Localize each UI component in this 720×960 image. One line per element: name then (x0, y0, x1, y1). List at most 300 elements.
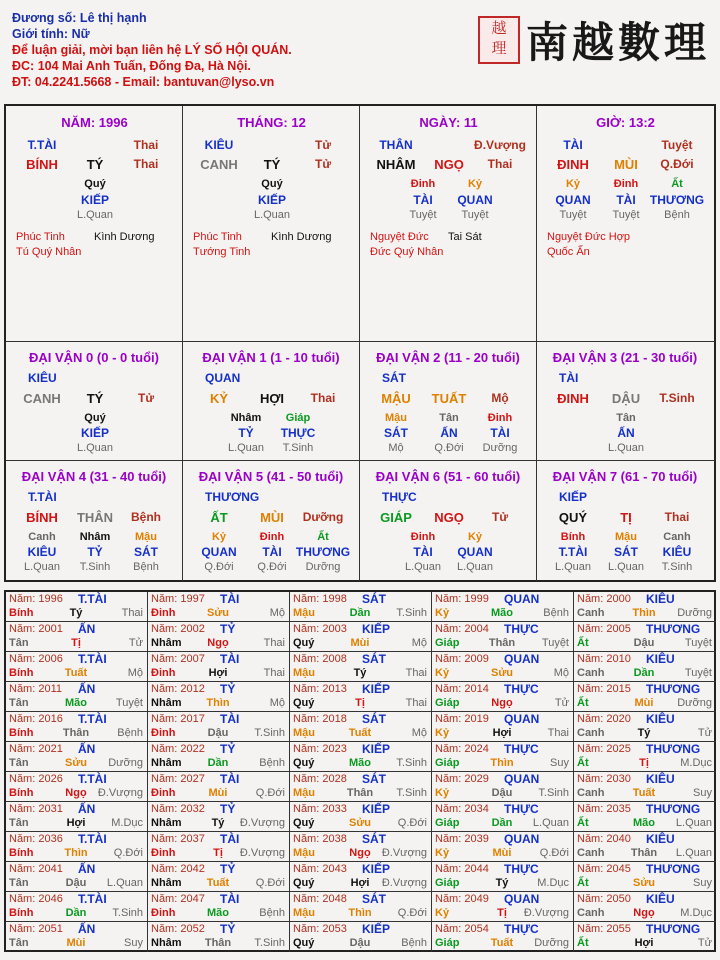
year-label: Năm: 2025 (577, 743, 631, 755)
luck-pillar-title: ĐẠI VẬN 4 (31 - 40 tuổi) (21, 469, 167, 484)
hidden-stem: Nhâm (79, 531, 111, 543)
year-god: ẤN (78, 742, 96, 756)
luck-state: Bệnh (131, 510, 161, 524)
hidden-state: Dưỡng (482, 442, 518, 454)
luck-pillar-title: ĐẠI VẬN 0 (0 - 0 tuổi) (28, 350, 160, 365)
year-god: THỰC (504, 922, 539, 936)
year-stem: Mậu (293, 727, 315, 739)
year-label: Năm: 2013 (293, 683, 347, 695)
header (12, 10, 492, 90)
hidden-state: Tuyệt (461, 209, 489, 221)
year-stem: Mậu (293, 667, 315, 679)
year-cell (6, 712, 148, 742)
year-cell (290, 682, 432, 712)
luck-god: THƯƠNG (205, 490, 260, 504)
year-stem: Bính (9, 667, 34, 679)
pillar-stem: NHÂM (376, 157, 416, 172)
year-label: Năm: 2049 (435, 893, 489, 905)
hidden-state: L.Quan (227, 442, 265, 454)
year-god: KIẾP (362, 682, 391, 696)
hidden-stem: Quý (84, 412, 106, 424)
year-stem: Kỷ (435, 607, 450, 619)
hidden-stem: Kỷ (565, 178, 581, 190)
pillar-branch: NGỌ (434, 157, 464, 172)
year-label: Năm: 2034 (435, 803, 489, 815)
hidden-god: QUAN (555, 193, 591, 207)
year-god: KIÊU (646, 832, 675, 846)
year-label: Năm: 2001 (9, 623, 63, 635)
year-state: Tử (697, 727, 712, 739)
year-state: Suy (693, 787, 712, 799)
year-stem: Quý (293, 697, 315, 709)
year-god: SÁT (362, 652, 386, 666)
hidden-state: L.Quan (554, 561, 592, 573)
year-state: Thai (405, 667, 427, 679)
hidden-stem: Nhâm (230, 412, 262, 424)
year-label: Năm: 2026 (9, 773, 63, 785)
year-state: T.Sinh (112, 907, 143, 919)
year-stem: Kỷ (435, 907, 450, 919)
year-state: Mộ (411, 727, 427, 739)
year-label: Năm: 2051 (9, 923, 63, 935)
year-stem: Quý (293, 937, 315, 949)
pillar-state: Q.Đới (660, 157, 694, 171)
year-label: Năm: 2052 (151, 923, 205, 935)
year-cell (574, 682, 716, 712)
year-god: SÁT (362, 592, 386, 606)
pillar-title: GIỜ: 13:2 (596, 115, 655, 130)
year-state: Q.Đới (397, 907, 427, 919)
year-label: Năm: 2039 (435, 833, 489, 845)
year-god: ẤN (78, 682, 96, 696)
year-stem: Quý (293, 877, 315, 889)
star-bad: Kình Dương (271, 231, 332, 243)
year-label: Năm: 2016 (9, 713, 63, 725)
star-good: Phúc Tinh (16, 231, 65, 243)
year-label: Năm: 2055 (577, 923, 631, 935)
pillar-cell (6, 106, 183, 342)
year-state: Mộ (269, 607, 285, 619)
year-label: Năm: 2002 (151, 623, 205, 635)
year-state: Tử (128, 637, 143, 649)
year-god: KIẾP (362, 742, 391, 756)
year-god: KIÊU (646, 712, 675, 726)
year-label: Năm: 2044 (435, 863, 489, 875)
pillar-cell (360, 106, 537, 342)
year-state: Suy (550, 757, 569, 769)
star-good: Phúc Tinh (193, 231, 242, 243)
year-label: Năm: 1996 (9, 593, 63, 605)
year-cell (432, 622, 574, 652)
luck-branch: TUẤT (431, 391, 467, 406)
year-stem: Canh (577, 667, 605, 679)
year-branch: Mùi (492, 847, 512, 859)
contact-address: ĐC: 104 Mai Anh Tuấn, Đống Đa, Hà Nội. (12, 59, 251, 73)
year-label: Năm: 1998 (293, 593, 347, 605)
hidden-stem: Mậu (615, 531, 637, 543)
year-state: Đ.Vượng (523, 907, 569, 919)
year-god: QUAN (504, 892, 540, 906)
year-stem: Tân (9, 877, 29, 889)
year-label: Năm: 2000 (577, 593, 631, 605)
year-state: Tử (554, 697, 569, 709)
year-cell (574, 922, 716, 952)
year-stem: Giáp (435, 877, 460, 889)
year-state: Q.Đới (397, 817, 427, 829)
year-branch: Hợi (350, 877, 370, 889)
year-label: Năm: 2012 (151, 683, 205, 695)
year-cell (6, 892, 148, 922)
luck-pillar-cell (360, 461, 537, 581)
year-stem: Giáp (435, 937, 460, 949)
luck-pillar-cell (537, 461, 715, 581)
year-stem: Giáp (435, 637, 460, 649)
hidden-god: TÀI (413, 193, 433, 207)
year-label: Năm: 2020 (577, 713, 631, 725)
year-cell (6, 622, 148, 652)
year-label: Năm: 2054 (435, 923, 489, 935)
year-label: Năm: 2018 (293, 713, 347, 725)
year-state: Thai (263, 637, 285, 649)
year-branch: Dần (207, 757, 229, 769)
year-stem: Giáp (435, 757, 460, 769)
year-label: Năm: 2027 (151, 773, 205, 785)
year-branch: Mão (207, 907, 229, 919)
hidden-state: T.Sinh (661, 561, 693, 573)
year-label: Năm: 2028 (293, 773, 347, 785)
year-state: T.Sinh (538, 787, 569, 799)
year-branch: Thìn (206, 697, 230, 709)
year-branch: Tuất (348, 727, 372, 739)
hidden-god: KIẾP (257, 193, 287, 207)
hidden-god: KIẾP (80, 426, 110, 440)
year-stem: Đinh (151, 907, 176, 919)
year-stem: Mậu (293, 847, 315, 859)
year-stem: Canh (577, 787, 605, 799)
luck-god: KIẾP (559, 490, 588, 504)
year-god: KIÊU (646, 652, 675, 666)
hidden-god: THỰC (280, 426, 316, 440)
year-stem: Tân (9, 697, 29, 709)
year-god: TÀI (220, 832, 240, 846)
luck-stem: MẬU (381, 391, 411, 406)
year-state: L.Quan (675, 847, 712, 859)
pillar-god: TÀI (563, 138, 583, 152)
pillar-title: NGÀY: 11 (419, 115, 478, 130)
year-branch: Tị (355, 697, 365, 709)
hidden-state: Tuyệt (559, 209, 587, 221)
hidden-state: Bệnh (133, 561, 159, 573)
year-god: KIÊU (646, 592, 675, 606)
year-god: TÀI (220, 712, 240, 726)
year-branch: Thân (346, 787, 374, 799)
luck-state: Dưỡng (302, 510, 344, 524)
year-stem: Nhâm (151, 817, 182, 829)
year-stem: Ất (577, 937, 589, 949)
year-stem: Tân (9, 817, 29, 829)
hidden-state: L.Quan (607, 561, 645, 573)
year-stem: Tân (9, 637, 29, 649)
year-branch: Dậu (491, 787, 513, 799)
year-stem: Ất (577, 757, 589, 769)
pillar-state: Thai (487, 157, 513, 171)
year-branch: Thìn (64, 847, 88, 859)
hidden-stem: Đinh (410, 531, 436, 543)
year-god: THƯƠNG (646, 922, 701, 936)
luck-state: Mộ (491, 391, 509, 405)
year-stem: Bính (9, 907, 34, 919)
star-good: Nguyệt Đức (370, 231, 429, 243)
year-state: T.Sinh (396, 757, 427, 769)
hidden-god: QUAN (457, 545, 493, 559)
year-label: Năm: 2031 (9, 803, 63, 815)
pillar-god: T.TÀI (27, 138, 57, 152)
year-cell (290, 622, 432, 652)
year-cell (148, 622, 290, 652)
year-cell (432, 592, 574, 622)
year-label: Năm: 2029 (435, 773, 489, 785)
year-god: TÀI (220, 592, 240, 606)
hidden-god: THƯƠNG (295, 545, 351, 559)
luck-pillar-cell (537, 342, 715, 461)
year-cell (148, 592, 290, 622)
year-branch: Ngọ (349, 847, 371, 859)
hidden-stem: Tân (439, 412, 459, 424)
year-branch: Tuất (490, 937, 514, 949)
year-stem: Đinh (151, 667, 176, 679)
hidden-state: L.Quan (23, 561, 61, 573)
luck-stem: KỶ (209, 391, 229, 406)
hidden-state: Dưỡng (305, 561, 341, 573)
year-stem: Canh (577, 727, 605, 739)
year-branch: Mùi (66, 937, 86, 949)
year-god: THỰC (504, 862, 539, 876)
year-god: ẤN (78, 802, 96, 816)
hidden-stem: Kỷ (467, 531, 483, 543)
hidden-god: SÁT (134, 545, 158, 559)
year-branch: Mùi (634, 697, 654, 709)
pillar-branch: MÙI (614, 157, 638, 172)
year-branch: Tị (71, 637, 81, 649)
luck-pillar-cell (360, 342, 537, 461)
hidden-god: ẤN (617, 426, 635, 440)
year-god: TỶ (220, 682, 236, 696)
year-god: TÀI (220, 772, 240, 786)
year-state: Dưỡng (677, 697, 712, 709)
year-stem: Quý (293, 637, 315, 649)
pillar-branch: TÝ (86, 157, 104, 172)
hidden-god: TÀI (490, 426, 510, 440)
year-state: M.Dục (111, 817, 143, 829)
year-cell (6, 922, 148, 952)
year-stem: Bính (9, 727, 34, 739)
luck-stem: ĐINH (557, 391, 589, 406)
year-god: THƯƠNG (646, 802, 701, 816)
year-stem: Bính (9, 787, 34, 799)
hidden-stem: Ất (671, 178, 683, 190)
year-stem: Canh (577, 607, 605, 619)
year-state: Tuyệt (541, 637, 569, 649)
year-state: Suy (693, 877, 712, 889)
year-stem: Canh (577, 907, 605, 919)
luck-pillar-cell (183, 461, 360, 581)
year-label: Năm: 2040 (577, 833, 631, 845)
year-state: L.Quan (106, 877, 143, 889)
pillar-stem: ĐINH (557, 157, 589, 172)
hidden-state: L.Quan (607, 442, 645, 454)
year-god: QUAN (504, 652, 540, 666)
year-cell (432, 922, 574, 952)
year-state: Đ.Vượng (239, 847, 285, 859)
luck-state: T.Sinh (659, 391, 695, 405)
year-label: Năm: 2035 (577, 803, 631, 815)
luck-pillar-cell (6, 342, 183, 461)
year-branch: Dần (349, 607, 371, 619)
luck-state: Thai (664, 510, 690, 524)
year-cell (432, 862, 574, 892)
year-god: T.TÀI (78, 712, 107, 726)
year-cell (574, 652, 716, 682)
year-stem: Đinh (151, 727, 176, 739)
luck-stem: BÍNH (26, 510, 58, 525)
year-label: Năm: 2011 (9, 683, 62, 695)
year-cell (432, 652, 574, 682)
year-state: L.Quan (675, 817, 712, 829)
hidden-stem: Ất (317, 531, 329, 543)
year-stem: Đinh (151, 607, 176, 619)
year-branch: Hợi (634, 937, 654, 949)
hidden-god: T.TÀI (558, 545, 588, 559)
year-state: Tuyệt (684, 667, 712, 679)
hidden-stem: Kỷ (467, 178, 483, 190)
year-god: TỶ (220, 742, 236, 756)
year-label: Năm: 2024 (435, 743, 489, 755)
year-stem: Nhâm (151, 757, 182, 769)
year-stem: Ất (577, 697, 589, 709)
year-state: Đ.Vượng (381, 847, 427, 859)
luck-pillar-title: ĐẠI VẬN 2 (11 - 20 tuổi) (376, 350, 520, 365)
client-gender: Giới tính: Nữ (12, 27, 90, 41)
hidden-god: TÀI (262, 545, 282, 559)
year-label: Năm: 2048 (293, 893, 347, 905)
year-cell (6, 772, 148, 802)
hidden-stem: Kỷ (211, 531, 227, 543)
year-cell (574, 862, 716, 892)
year-god: KIÊU (646, 772, 675, 786)
luck-stem: QUÝ (558, 510, 588, 525)
year-state: Q.Đới (255, 877, 285, 889)
year-cell (148, 772, 290, 802)
year-god: KIẾP (362, 862, 391, 876)
year-god: ẤN (78, 922, 96, 936)
year-stem: Nhâm (151, 697, 182, 709)
pillar-state: Tử (314, 157, 332, 171)
hidden-stem: Đinh (487, 412, 513, 424)
year-god: ẤN (78, 622, 96, 636)
year-state: Tử (697, 937, 712, 949)
year-label: Năm: 2015 (577, 683, 631, 695)
year-branch: Dần (633, 667, 655, 679)
pillar-title: NĂM: 1996 (61, 115, 128, 130)
pillar-title: THÁNG: 12 (237, 115, 306, 130)
year-branch: Dậu (207, 727, 229, 739)
year-label: Năm: 2014 (435, 683, 489, 695)
year-label: Năm: 2010 (577, 653, 631, 665)
year-branch: Thìn (490, 757, 514, 769)
hidden-state: L.Quan (404, 561, 442, 573)
year-cell (290, 592, 432, 622)
year-label: Năm: 2033 (293, 803, 347, 815)
luck-god: QUAN (205, 371, 241, 385)
hidden-state: Q.Đới (204, 561, 234, 573)
year-state: Mộ (269, 697, 285, 709)
hidden-god: TỶ (87, 545, 103, 559)
year-cell (148, 712, 290, 742)
year-god: THƯƠNG (646, 862, 701, 876)
year-god: TÀI (220, 892, 240, 906)
year-label: Năm: 2009 (435, 653, 489, 665)
year-state: Dưỡng (677, 607, 712, 619)
year-branch: Mão (491, 607, 513, 619)
year-branch: Dần (65, 907, 87, 919)
hidden-state: T.Sinh (79, 561, 111, 573)
year-state: Tuyệt (115, 697, 143, 709)
year-cell (290, 712, 432, 742)
hidden-stem: Canh (663, 531, 691, 543)
year-cell (148, 922, 290, 952)
year-stem: Bính (9, 607, 34, 619)
hidden-state: L.Quan (253, 209, 291, 221)
year-stem: Kỷ (435, 667, 450, 679)
year-god: THƯƠNG (646, 622, 701, 636)
hidden-state: Q.Đới (434, 442, 464, 454)
luck-stem: CANH (23, 391, 61, 406)
year-branch: Sửu (348, 817, 372, 829)
year-state: Suy (124, 937, 143, 949)
hidden-stem: Tân (616, 412, 636, 424)
year-label: Năm: 2041 (9, 863, 63, 875)
hidden-stem: Mậu (385, 412, 407, 424)
year-god: KIÊU (646, 892, 675, 906)
year-branch: Mão (349, 757, 371, 769)
year-state: Bệnh (259, 757, 285, 769)
luck-branch: MÙI (260, 510, 284, 525)
year-god: THỰC (504, 802, 539, 816)
year-branch: Ngọ (65, 787, 87, 799)
year-label: Năm: 2053 (293, 923, 347, 935)
year-god: KIẾP (362, 922, 391, 936)
hidden-state: Tuyệt (409, 209, 437, 221)
year-cell (574, 802, 716, 832)
year-cell (6, 682, 148, 712)
star-good: Quốc Ấn (547, 246, 590, 258)
year-state: M.Dục (680, 907, 712, 919)
year-cell (148, 682, 290, 712)
year-branch: Dậu (633, 637, 655, 649)
hidden-god: TÀI (616, 193, 636, 207)
year-label: Năm: 2032 (151, 803, 205, 815)
year-cell (6, 832, 148, 862)
pillar-stem: BÍNH (26, 157, 58, 172)
hidden-god: TÀI (413, 545, 433, 559)
year-state: Đ.Vượng (239, 817, 285, 829)
year-label: Năm: 2045 (577, 863, 631, 875)
year-cell (290, 922, 432, 952)
pillar-state: Thai (133, 138, 159, 152)
year-god: THỰC (504, 682, 539, 696)
year-cell (148, 652, 290, 682)
year-state: Q.Đới (539, 847, 569, 859)
